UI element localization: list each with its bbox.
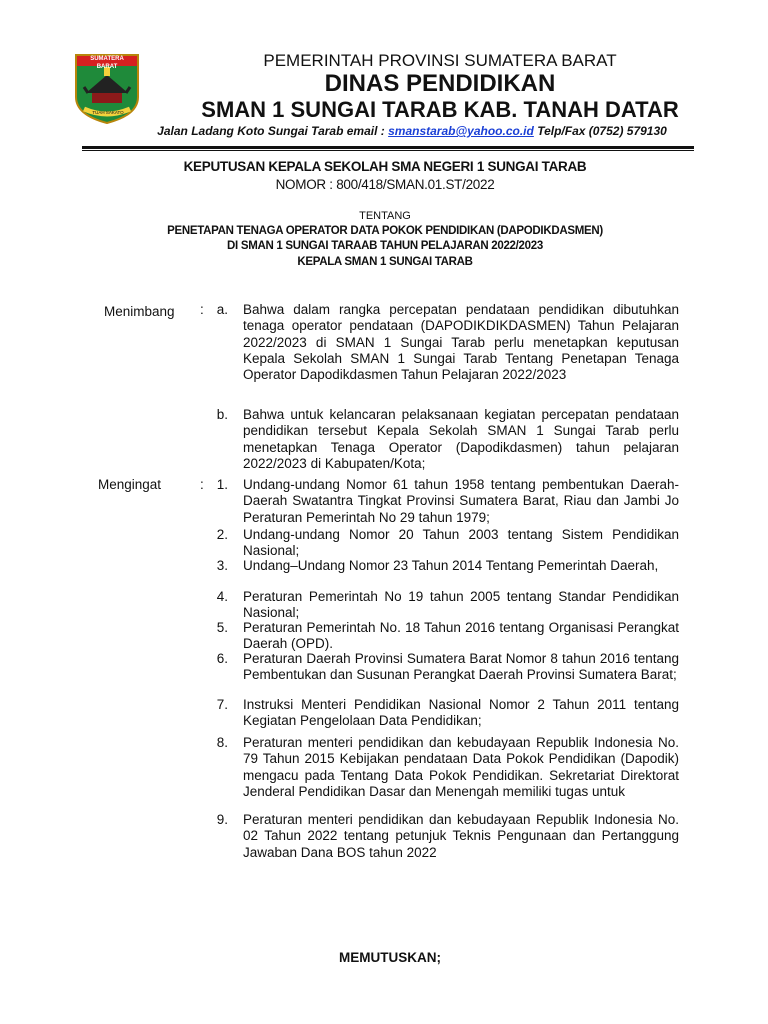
logo-bottom-text: TUAH SAKATO: [92, 110, 124, 115]
header-address: [132, 123, 692, 139]
mengingat-item: [243, 620, 679, 653]
mengingat-item: [243, 527, 679, 560]
mengingat-item: [243, 651, 679, 684]
mengingat-item: [243, 735, 679, 800]
mengingat-item: [243, 477, 679, 526]
list-marker: b.: [216, 407, 228, 422]
item-text: Peraturan menteri pendidikan dan kebudayaan Republik Indonesia No. 79 Tahun 2015 Kebijakan pendataan Data Pokok Pendidikan (Dapodik) mengacu pada Tentang Data Pokok Pendidikan. Sekretariat Direktorat Jenderal Pendidikan Dasar dan Menengah memiliki tugas untuk: [243, 735, 679, 799]
item-text: Instruksi Menteri Pendidikan Nasional Nomor 2 Tahun 2011 tentang Kegiatan Pengelolaan Data Pendidikan;: [243, 697, 679, 729]
header-department: DINAS PENDIDIKAN: [324, 70, 556, 97]
item-text: Undang-undang Nomor 61 tahun 1958 tentang pembentukan Daerah-Daerah Swatantra Tingkat Provinsi Sumatera Barat, Riau dan Jambi Jo Peraturan Pemerintah No 29 tahun 1979;: [243, 477, 679, 525]
decree-number: NOMOR : 800/418/SMAN.01.ST/2022: [275, 177, 495, 192]
subject-line-1: PENETAPAN TENAGA OPERATOR DATA POKOK PENDIDIKAN (DAPODIKDASMEN): [167, 225, 603, 237]
item-text: Bahwa dalam rangka percepatan pendataan pendidikan dibutuhkan tenaga operator pendataan (DAPODIKDIKDASMEN) Tahun Pelajaran 2022/2023 di SMAN 1 Sungai Tarab perlu menetapkan keputusan Kepala Sekolah SMAN 1 Sungai Tarab Tentang Penetapan Tenaga Operator Dapodikdasmen Tahun Pelajaran 2022/2023: [243, 302, 679, 383]
list-marker: 1.: [216, 477, 228, 492]
item-text: Peraturan menteri pendidikan dan kebudayaan Republik Indonesia No. 02 Tahun 2022 tentang petunjuk Teknis Pengunaan dan Pertanggung Jawaban Dana BOS tahun 2022: [243, 812, 679, 860]
mengingat-item: [243, 697, 679, 730]
list-marker: 6.: [216, 651, 228, 666]
item-text: Undang–Undang Nomor 23 Tahun 2014 Tentang Pemerintah Daerah,: [243, 558, 659, 573]
item-text: Undang-undang Nomor 20 Tahun 2003 tentang Sistem Pendidikan Nasional;: [243, 527, 679, 559]
email-link[interactable]: smanstarab@yahoo.co.id: [388, 124, 534, 138]
header-government: PEMERINTAH PROVINSI SUMATERA BARAT: [263, 51, 617, 70]
phone-text: Telp/Fax (0752) 579130: [533, 124, 667, 138]
subject-line-2: DI SMAN 1 SUNGAI TARAAB TAHUN PELAJARAN 2022/2023: [227, 240, 543, 252]
list-marker: 8.: [216, 735, 228, 750]
menimbang-item: [243, 302, 679, 383]
list-marker: 5.: [216, 620, 228, 635]
menimbang-item: [243, 407, 679, 472]
menimbang-label: Menimbang: [104, 304, 175, 319]
list-marker: 7.: [216, 697, 228, 712]
mengingat-colon: :: [200, 477, 204, 492]
subject-line-3: KEPALA SMAN 1 SUNGAI TARAB: [297, 256, 473, 268]
list-marker: 4.: [216, 589, 228, 604]
list-marker: 9.: [216, 812, 228, 827]
header-divider-thin: [82, 150, 694, 151]
decree-title: KEPUTUSAN KEPALA SEKOLAH SMA NEGERI 1 SUNGAI TARAB: [183, 159, 587, 174]
decision-heading: MEMUTUSKAN;: [339, 950, 441, 965]
menimbang-colon: :: [200, 302, 204, 317]
list-marker: 3.: [216, 558, 228, 573]
item-text: Peraturan Pemerintah No 19 tahun 2005 tentang Standar Pendidikan Nasional;: [243, 589, 679, 621]
item-text: Peraturan Pemerintah No. 18 Tahun 2016 tentang Organisasi Perangkat Daerah (OPD).: [243, 620, 679, 652]
mengingat-label: Mengingat: [98, 477, 162, 492]
address-text: Jalan Ladang Koto Sungai Tarab email :: [157, 124, 389, 138]
header-divider-thick: [82, 146, 694, 149]
mengingat-item: [243, 558, 679, 574]
list-marker: 2.: [216, 527, 228, 542]
about-label: TENTANG: [359, 210, 411, 222]
list-marker: a.: [216, 302, 228, 317]
item-text: Bahwa untuk kelancaran pelaksanaan kegiatan percepatan pendataan pendidikan tersebut Kepala Sekolah SMAN 1 Sungai Tarab perlu menetapkan Tenaga Operator (Dapodikdasmen) tahun pelajaran 2022/2023 di Kabupaten/Kota;: [243, 407, 679, 471]
mengingat-item: [243, 812, 679, 861]
item-text: Peraturan Daerah Provinsi Sumatera Barat Nomor 8 tahun 2016 tentang Pembentukan dan Susunan Perangkat Daerah Provinsi Sumatera Barat;: [243, 651, 679, 683]
logo-top-text: SUMATERA BARAT: [90, 56, 124, 70]
mengingat-item: [243, 589, 679, 622]
header-school-name: SMAN 1 SUNGAI TARAB KAB. TANAH DATAR: [201, 97, 679, 122]
